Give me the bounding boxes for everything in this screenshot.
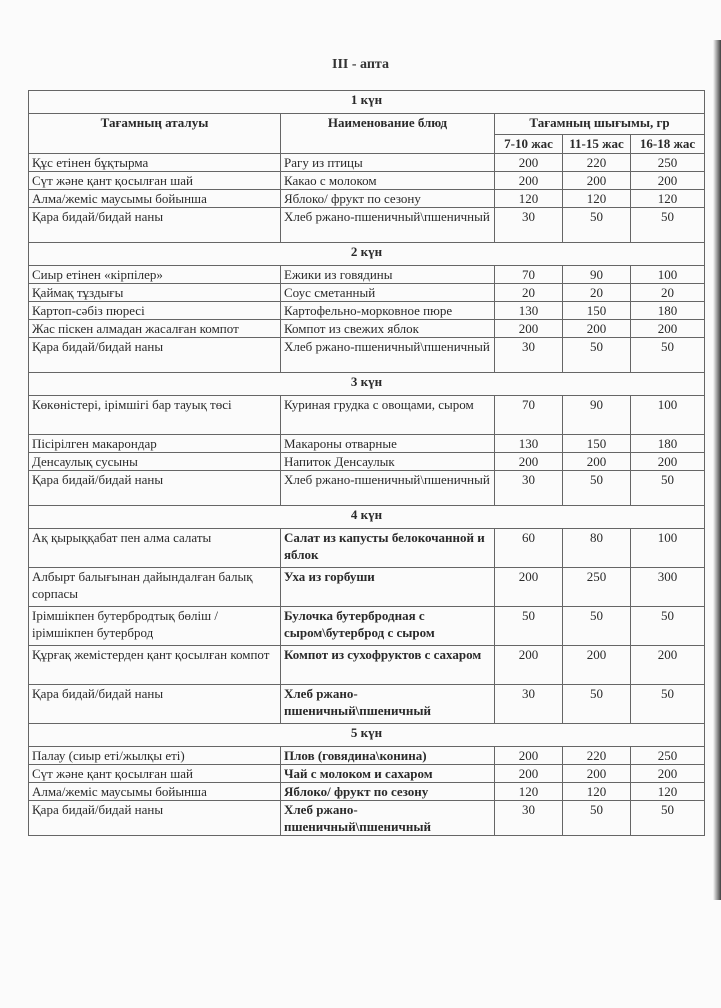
dish-name-ru: Соус сметанный: [281, 284, 495, 302]
menu-row: [29, 208, 705, 243]
portion-grams: 200: [495, 765, 563, 783]
menu-row: [29, 568, 705, 607]
dish-name-kz: Жас піскен алмадан жасалған компот: [29, 320, 281, 338]
dish-name-ru: Хлеб ржано-пшеничный\пшеничный: [281, 471, 495, 506]
dish-name-kz: Сүт және қант қосылған шай: [29, 172, 281, 190]
dish-name-kz: Палау (сиыр еті/жылқы еті): [29, 747, 281, 765]
menu-row: [29, 190, 705, 208]
portion-grams: 100: [631, 266, 705, 284]
header-yield: Тағамның шығымы, гр: [495, 114, 705, 135]
menu-row: [29, 396, 705, 435]
dish-name-ru: Компот из свежих яблок: [281, 320, 495, 338]
portion-grams: 200: [563, 172, 631, 190]
portion-grams: 200: [631, 453, 705, 471]
dish-name-ru: Рагу из птицы: [281, 154, 495, 172]
dish-name-kz: Сиыр етінен «кірпілер»: [29, 266, 281, 284]
portion-grams: 30: [495, 208, 563, 243]
day-label: 4 күн: [29, 506, 705, 529]
day-label: 1 күн: [29, 91, 705, 114]
portion-grams: 200: [495, 453, 563, 471]
dish-name-kz: Ақ қырыққабат пен алма салаты: [29, 529, 281, 568]
portion-grams: 70: [495, 266, 563, 284]
portion-grams: 120: [495, 783, 563, 801]
portion-grams: 250: [631, 747, 705, 765]
portion-grams: 120: [495, 190, 563, 208]
day-header-row: [29, 373, 705, 396]
dish-name-ru: Булочка бутербродная с сыром\бутерброд с сыром: [281, 607, 495, 646]
portion-grams: 120: [563, 783, 631, 801]
portion-grams: 60: [495, 529, 563, 568]
portion-grams: 50: [631, 338, 705, 373]
portion-grams: 50: [563, 338, 631, 373]
menu-row: [29, 801, 705, 836]
portion-grams: 50: [631, 801, 705, 836]
portion-grams: 70: [495, 396, 563, 435]
portion-grams: 150: [563, 302, 631, 320]
portion-grams: 200: [563, 646, 631, 685]
portion-grams: 50: [563, 801, 631, 836]
portion-grams: 300: [631, 568, 705, 607]
portion-grams: 200: [495, 172, 563, 190]
header-age-group: 11-15 жас: [563, 135, 631, 154]
portion-grams: 200: [631, 320, 705, 338]
dish-name-ru: Куриная грудка с овощами, сыром: [281, 396, 495, 435]
portion-grams: 30: [495, 338, 563, 373]
dish-name-ru: Картофельно-морковное пюре: [281, 302, 495, 320]
portion-grams: 250: [631, 154, 705, 172]
dish-name-ru: Хлеб ржано-пшеничный\пшеничный: [281, 338, 495, 373]
day-header-row: [29, 506, 705, 529]
menu-row: [29, 747, 705, 765]
portion-grams: 50: [631, 607, 705, 646]
portion-grams: 50: [631, 685, 705, 724]
dish-name-kz: Қаймақ тұздығы: [29, 284, 281, 302]
dish-name-ru: Салат из капусты белокочанной и яблок: [281, 529, 495, 568]
portion-grams: 100: [631, 396, 705, 435]
portion-grams: 50: [563, 208, 631, 243]
dish-name-kz: Картоп-сәбіз пюресі: [29, 302, 281, 320]
dish-name-ru: Компот из сухофруктов с сахаром: [281, 646, 495, 685]
portion-grams: 200: [563, 453, 631, 471]
portion-grams: 200: [495, 646, 563, 685]
portion-grams: 50: [631, 471, 705, 506]
portion-grams: 200: [631, 765, 705, 783]
dish-name-ru: Хлеб ржано-пшеничный\пшеничный: [281, 208, 495, 243]
menu-row: [29, 320, 705, 338]
portion-grams: 100: [631, 529, 705, 568]
portion-grams: 50: [495, 607, 563, 646]
portion-grams: 200: [495, 154, 563, 172]
dish-name-kz: Қара бидай/бидай наны: [29, 471, 281, 506]
dish-name-ru: Хлеб ржано-пшеничный\пшеничный: [281, 685, 495, 724]
portion-grams: 120: [631, 783, 705, 801]
menu-row: [29, 154, 705, 172]
dish-name-ru: Плов (говядина\конина): [281, 747, 495, 765]
day-label: 5 күн: [29, 724, 705, 747]
dish-name-ru: Уха из горбуши: [281, 568, 495, 607]
portion-grams: 50: [631, 208, 705, 243]
portion-grams: 30: [495, 685, 563, 724]
menu-row: [29, 453, 705, 471]
dish-name-kz: Алма/жеміс маусымы бойынша: [29, 783, 281, 801]
menu-row: [29, 266, 705, 284]
dish-name-kz: Құс етінен бұқтырма: [29, 154, 281, 172]
menu-row: [29, 685, 705, 724]
page-edge-shadow: [713, 40, 721, 900]
dish-name-ru: Какао с молоком: [281, 172, 495, 190]
header-kz-name: Тағамның аталуы: [29, 114, 281, 154]
portion-grams: 130: [495, 435, 563, 453]
dish-name-kz: Қара бидай/бидай наны: [29, 338, 281, 373]
portion-grams: 220: [563, 747, 631, 765]
menu-row: [29, 471, 705, 506]
portion-grams: 30: [495, 471, 563, 506]
portion-grams: 50: [563, 471, 631, 506]
dish-name-ru: Чай с молоком и сахаром: [281, 765, 495, 783]
dish-name-kz: Алма/жеміс маусымы бойынша: [29, 190, 281, 208]
menu-table: [28, 90, 705, 836]
dish-name-kz: Көкөністері, ірімшігі бар тауық төсі: [29, 396, 281, 435]
portion-grams: 200: [495, 568, 563, 607]
portion-grams: 250: [563, 568, 631, 607]
menu-row: [29, 607, 705, 646]
dish-name-ru: Яблоко/ фрукт по сезону: [281, 783, 495, 801]
portion-grams: 20: [563, 284, 631, 302]
menu-row: [29, 765, 705, 783]
dish-name-kz: Қара бидай/бидай наны: [29, 685, 281, 724]
dish-name-kz: Сүт және қант қосылған шай: [29, 765, 281, 783]
menu-row: [29, 338, 705, 373]
portion-grams: 50: [563, 607, 631, 646]
header-age-group: 16-18 жас: [631, 135, 705, 154]
portion-grams: 200: [563, 765, 631, 783]
menu-row: [29, 302, 705, 320]
portion-grams: 200: [495, 747, 563, 765]
portion-grams: 50: [563, 685, 631, 724]
day-label: 3 күн: [29, 373, 705, 396]
dish-name-kz: Қара бидай/бидай наны: [29, 801, 281, 836]
dish-name-ru: Ежики из говядины: [281, 266, 495, 284]
dish-name-kz: Құрғақ жемістерден қант қосылған компот: [29, 646, 281, 685]
menu-row: [29, 284, 705, 302]
dish-name-ru: Яблоко/ фрукт по сезону: [281, 190, 495, 208]
dish-name-kz: Албырт балығынан дайындалған балық сорпасы: [29, 568, 281, 607]
portion-grams: 150: [563, 435, 631, 453]
portion-grams: 200: [563, 320, 631, 338]
menu-row: [29, 435, 705, 453]
portion-grams: 90: [563, 266, 631, 284]
portion-grams: 200: [495, 320, 563, 338]
day-label: 2 күн: [29, 243, 705, 266]
dish-name-kz: Денсаулық сусыны: [29, 453, 281, 471]
portion-grams: 220: [563, 154, 631, 172]
dish-name-ru: Макароны отварные: [281, 435, 495, 453]
day-header-row: [29, 243, 705, 266]
day-header-row: [29, 724, 705, 747]
portion-grams: 20: [495, 284, 563, 302]
header-ru-name: Наименование блюд: [281, 114, 495, 154]
dish-name-kz: Пісірілген макарондар: [29, 435, 281, 453]
portion-grams: 120: [631, 190, 705, 208]
portion-grams: 20: [631, 284, 705, 302]
menu-row: [29, 783, 705, 801]
dish-name-kz: Ірімшікпен бутербродтық бөліш / ірімшікпен бутерброд: [29, 607, 281, 646]
portion-grams: 200: [631, 172, 705, 190]
portion-grams: 30: [495, 801, 563, 836]
portion-grams: 120: [563, 190, 631, 208]
menu-row: [29, 529, 705, 568]
day-header-row: [29, 91, 705, 114]
menu-row: [29, 172, 705, 190]
header-age-group: 7-10 жас: [495, 135, 563, 154]
column-header-row: [29, 114, 705, 135]
portion-grams: 130: [495, 302, 563, 320]
menu-row: [29, 646, 705, 685]
portion-grams: 90: [563, 396, 631, 435]
dish-name-ru: Хлеб ржано-пшеничный\пшеничный: [281, 801, 495, 836]
dish-name-ru: Напиток Денсаулык: [281, 453, 495, 471]
page-title: III - апта: [332, 57, 389, 72]
portion-grams: 80: [563, 529, 631, 568]
portion-grams: 180: [631, 302, 705, 320]
portion-grams: 200: [631, 646, 705, 685]
dish-name-kz: Қара бидай/бидай наны: [29, 208, 281, 243]
portion-grams: 180: [631, 435, 705, 453]
